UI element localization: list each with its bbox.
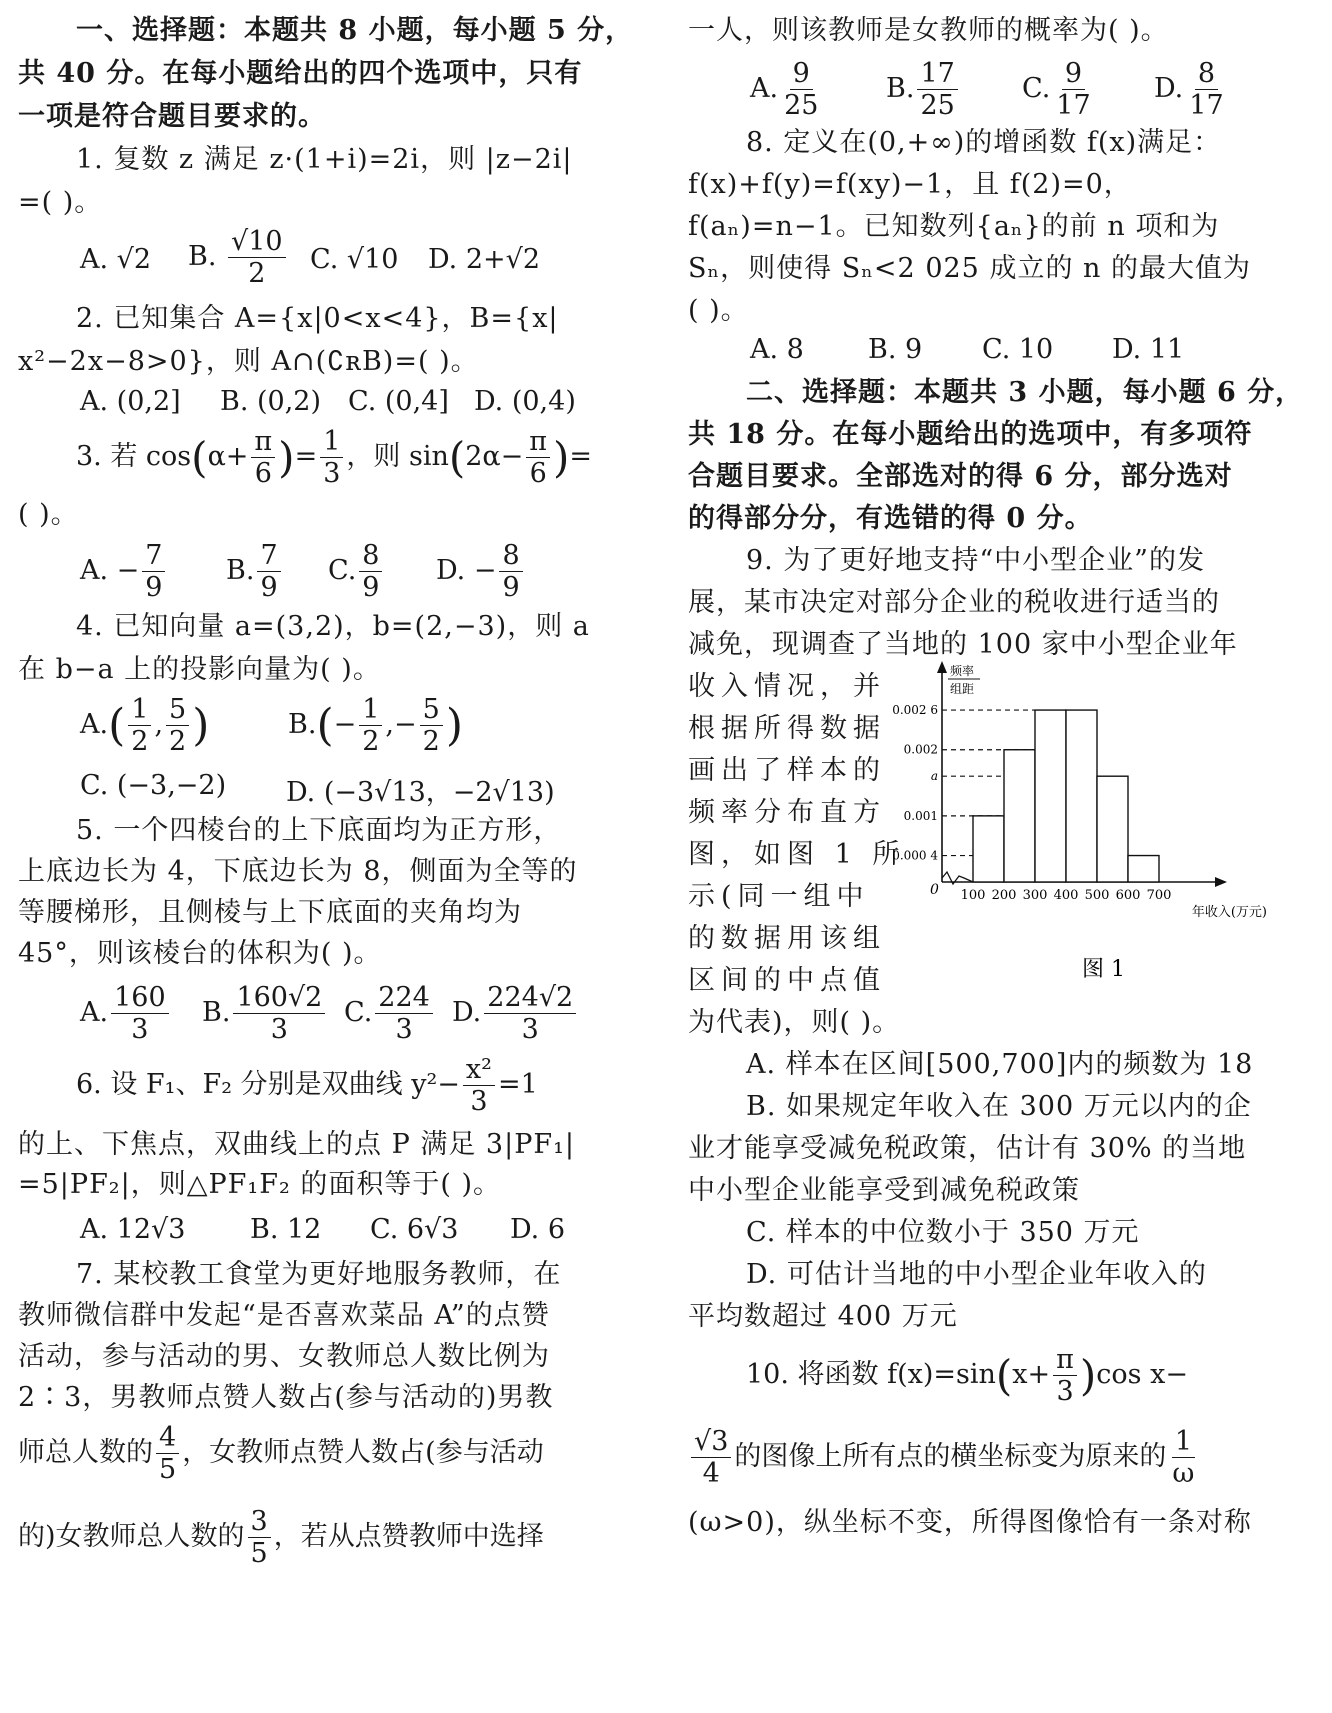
q1-option-c: C. √10 [310,244,399,275]
q2-option-b: B. (0,2) [220,386,322,417]
histogram-bar [1066,710,1097,882]
opt-label: A. [80,997,109,1028]
q9-side-6: 示(同一组中 [688,881,870,912]
q3-option-a [80,542,168,601]
frac-num: 8 [359,542,382,572]
frac-den: 5 [250,1538,268,1569]
paren: ( [316,700,334,751]
q7-stem-5 [18,1424,544,1483]
q5-option-c [344,984,436,1043]
frac-num: 160√2 [233,984,325,1014]
text: cos x− [1096,1359,1188,1390]
frac-num: 224√2 [484,984,576,1014]
frac-den: 5 [159,1454,177,1485]
q3-third [320,428,343,487]
frac-den: 3 [270,1014,288,1045]
frac-num: 1 [128,696,151,726]
q2-stem-cont: x²−2x−8>0}，则 A∩(∁ʀB)=( )。 [18,346,479,377]
frac-den: 3 [131,1014,149,1045]
frac-num: 8 [499,542,522,572]
frac-den: 17 [1056,90,1091,121]
q6-option-c: C. 6√3 [370,1214,459,1245]
q8-option-d: D. 11 [1112,334,1185,365]
q7-stem-1: 7. 某校教工食堂为更好地服务教师，在 [76,1259,562,1290]
frac [1169,1428,1197,1487]
frac-num: 17 [917,60,957,90]
opt-label: C. [344,997,373,1028]
frac-num: π [1053,1346,1077,1376]
q2-option-a: A. (0,2] [80,386,181,417]
q5-stem-1: 5. 一个四棱台的上下底面均为正方形， [76,815,562,846]
histogram-bar [973,816,1004,882]
q3-pi-frac [251,428,275,487]
frac-den: 3 [521,1014,539,1045]
frac-num: 4 [156,1424,179,1454]
frac-num: π [251,428,275,458]
q7-stem-2: 教师微信群中发起“是否喜欢菜品 A”的点赞 [18,1300,550,1331]
q6-option-a: A. 12√3 [80,1214,186,1245]
q7-option-a [750,60,824,119]
frac [484,984,576,1043]
q3-cos: 3. 若 cos [76,441,192,472]
text: 10. 将函数 f(x)=sin [746,1359,996,1390]
frac-num: 1 [359,696,382,726]
q1-option-a: A. √2 [80,244,152,275]
frac [248,1508,271,1567]
frac [463,1056,495,1115]
frac-num: √10 [228,228,286,258]
q7-option-c [1022,60,1097,119]
frac [917,60,957,119]
frac-den: 4 [702,1458,720,1489]
section1-line1: 一、选择题：本题共 8 小题，每小题 5 分， [76,15,634,46]
q8-option-a: A. 8 [750,334,804,365]
frac [166,696,189,755]
q4-option-b: B.(− $\frac{1}{2}$ ,− $\frac{5}{2}$ ) [288,694,463,757]
q2-stem: 2. 已知集合 A={x|0<x<4}，B={x| [76,303,559,334]
frac-den: 3 [470,1086,488,1117]
q6-stem-cont2: =5|PF₂|，则△PF₁F₂ 的面积等于( )。 [18,1169,501,1200]
frac-den: 2 [248,258,266,289]
q9-side-4: 频率分布直方 [688,797,886,828]
q3-sin: ，则 sin [346,441,449,472]
q4-option-a: A.( $\frac{1}{2}$ , $\frac{5}{2}$ ) [80,694,210,757]
q7-stem-cont: 一人，则该教师是女教师的概率为( )。 [688,15,1169,46]
q5-option-a [80,984,172,1043]
frac [359,542,382,601]
q8-stem-5: ( )。 [688,295,749,326]
q10-stem-2 [688,1428,1200,1487]
frac-num: 9 [1062,60,1085,90]
opt-label: D. − [436,555,497,586]
frac-den: 2 [131,726,149,757]
frac-num: 5 [420,696,443,726]
x-tick-label: 700 [1146,888,1172,903]
frac-num: 7 [257,542,280,572]
q10-stem [746,1346,1188,1405]
q2-option-c: C. (0,4] [348,386,449,417]
q9-option-b-cont: 业才能享受减免税政策，估计有 30% 的当地 [688,1133,1247,1164]
opt-label: D. [452,997,482,1028]
frac-den: 2 [422,726,440,757]
q9-side-3: 画出了样本的 [688,755,886,786]
section2-line4: 的得部分分，有选错的得 0 分。 [688,503,1093,534]
frac-num: 160 [111,984,169,1014]
text: 的图像上所有点的横坐标变为原来的 [734,1441,1167,1472]
x-tick-label: 400 [1053,888,1079,903]
q9-stem-3: 减免，现调查了当地的 100 家中小型企业年 [688,629,1238,660]
q6-post: =1 [497,1069,538,1100]
y-tick-label: 0.001 [903,808,938,823]
opt-label: A. [80,709,109,740]
frac [128,696,151,755]
q5-stem-4: 45°，则该棱台的体积为( )。 [18,938,382,969]
q5-stem-2: 上底边长为 4，下底边长为 8，侧面为全等的 [18,856,578,887]
frac [1053,1346,1077,1405]
opt-label: B. [226,555,255,586]
q9-stem-after: 为代表)，则( )。 [688,1007,901,1038]
frac-den: 9 [362,572,380,603]
q7-stem-4: 2∶3，男教师点赞人数占(参与活动的)男教 [18,1382,554,1413]
frac-den: 3 [395,1014,413,1045]
q1-option-b-frac [228,228,286,287]
q7-stem-3: 活动，参与活动的男、女教师总人数比例为 [18,1341,550,1372]
q4-option-d: D. (−3√13，−2√13) [286,777,555,808]
frac [359,696,382,755]
origin-label: 0 [930,882,939,898]
q9-side-5: 图，如图 1 所 [688,839,906,870]
frac [111,984,169,1043]
q1-option-d: D. 2+√2 [428,244,541,275]
frac-num: 1 [1172,1428,1195,1458]
q8-stem-1: 8. 定义在(0,+∞)的增函数 f(x)满足： [746,127,1222,158]
q9-option-d-cont: 平均数超过 400 万元 [688,1301,958,1332]
histogram-bar [1097,776,1128,882]
x-tick-label: 200 [991,888,1017,903]
frac-num: 224 [375,984,433,1014]
frac-den: ω [1172,1458,1195,1489]
paren: ) [278,433,295,482]
x-axis-arrow [1215,877,1227,887]
opt-label: C. [1022,73,1051,104]
y-label-den: 组距 [950,682,975,696]
q9-option-b-cont2: 中小型企业能享受到减免税政策 [688,1175,1080,1206]
q1-stem: 1. 复数 z 满足 z·(1+i)=2i，则 |z−2i| [76,144,573,175]
paren: ) [192,700,210,751]
q7-option-d [1154,60,1230,119]
frac [691,1428,731,1487]
frac-den: 6 [254,458,272,489]
frac [375,984,433,1043]
q1-option-b-label: B. [188,241,217,272]
paren: ) [553,433,570,482]
q3-stem [76,428,592,487]
q9-stem-1: 9. 为了更好地支持“中小型企业”的发 [746,545,1205,576]
paren: ( [995,1351,1013,1400]
section1-line2: 共 40 分。在每小题给出的四个选项中，只有 [18,58,583,89]
q3-option-c [328,542,385,601]
frac-num: 9 [790,60,813,90]
frac-num: x² [463,1056,495,1086]
paren: ( [448,433,466,482]
q7-stem-6 [18,1508,544,1567]
text: 的)女教师总人数的 [18,1521,245,1552]
frac [781,60,821,119]
frac-den: 3 [1056,1376,1074,1407]
frac [1053,60,1093,119]
frac [142,542,165,601]
opt-label: B. [886,73,915,104]
frac-num: 7 [142,542,165,572]
frac-den: 2 [169,726,187,757]
q8-stem-4: Sₙ，则使得 Sₙ<2 025 成立的 n 的最大值为 [688,253,1251,284]
frac-num: 8 [1195,60,1218,90]
q9-option-c: C. 样本的中位数小于 350 万元 [746,1217,1140,1248]
q6-stem-cont: 的上、下焦点，双曲线上的点 P 满足 3|PF₁| [18,1129,576,1160]
frac-num: √3 [691,1428,731,1458]
paren: ) [1079,1351,1097,1400]
frac-den: 3 [323,458,341,489]
q10-stem-3: (ω>0)，纵坐标不变，所得图像恰有一条对称 [688,1507,1252,1538]
text: ，若从点赞教师中选择 [273,1521,544,1552]
histogram-chart [880,660,1294,990]
q8-option-c: C. 10 [982,334,1054,365]
opt-label: D. [1154,73,1184,104]
q3-eq: = [294,441,318,472]
q1-option-b [188,228,289,287]
section1-line3: 一项是符合题目要求的。 [18,101,326,132]
q3-stem-cont: ( )。 [18,499,79,530]
q8-stem-2: f(x)+f(y)=f(xy)−1，且 f(2)=0， [688,169,1132,200]
frac-den: 2 [362,726,380,757]
frac-den: 9 [502,572,520,603]
frac-den: 9 [145,572,163,603]
q8-option-b: B. 9 [868,334,923,365]
q9-stem-2: 展，某市决定对部分企业的税收进行适当的 [688,587,1220,618]
frac [156,1424,179,1483]
q5-option-d [452,984,579,1043]
q3-option-b [226,542,284,601]
paren: ( [191,433,208,482]
section2-line3: 合题目要求。全部选对的得 6 分，部分选对 [688,461,1233,492]
q9-option-d: D. 可估计当地的中小型企业年收入的 [746,1259,1207,1290]
frac-den: 25 [920,90,955,121]
frac [257,542,280,601]
x-tick-label: 600 [1115,888,1141,903]
q5-option-b [202,984,328,1043]
paren: ) [445,700,463,751]
frac-num: 3 [248,1508,271,1538]
x-tick-label: 300 [1022,888,1048,903]
opt-label: B. [202,997,231,1028]
text: 师总人数的 [18,1437,153,1468]
frac-num: 5 [166,696,189,726]
q3-pi-frac-2 [526,428,550,487]
y-tick-label: 0.002 6 [892,703,938,718]
q3-eq-end: = [569,441,593,472]
q9-option-b: B. 如果规定年收入在 300 万元以内的企 [746,1091,1252,1122]
q4-option-c: C. (−3,−2) [80,770,227,801]
q4-stem: 4. 已知向量 a=(3,2)，b=(2,−3)，则 a [76,611,590,642]
q2-option-d: D. (0,4) [474,386,576,417]
x-axis-label: 年收入(万元) [1191,905,1267,920]
frac [420,696,443,755]
q3-2alpha: 2α− [465,441,524,472]
frac-den: 25 [784,90,819,121]
q3-option-d [436,542,526,601]
q9-side-7: 的数据用该组 [688,923,886,954]
opt-label: A. − [80,555,140,586]
x-tick-label: 100 [960,888,986,903]
opt-label: A. [750,73,779,104]
y-tick-label: 0.000 4 [892,848,938,863]
q6-option-b: B. 12 [250,1214,322,1245]
text: ，女教师点赞人数占(参与活动 [182,1437,544,1468]
q4-stem-cont: 在 b−a 上的投影向量为( )。 [18,654,381,685]
frac-den: 9 [260,572,278,603]
text: x+ [1012,1359,1051,1390]
opt-label: B. [288,709,317,740]
section2-line1: 二、选择题：本题共 3 小题，每小题 6 分， [746,377,1304,408]
opt-label: C. [328,555,357,586]
x-tick-label: 500 [1084,888,1110,903]
frac [233,984,325,1043]
y-label-num: 频率 [950,664,975,678]
q6-stem [76,1056,538,1115]
q6-option-d: D. 6 [510,1214,566,1245]
histogram-bar [1128,856,1159,882]
q3-alpha: α+ [207,441,249,472]
q7-option-b [886,60,961,119]
q8-stem-3: f(aₙ)=n−1。已知数列{aₙ}的前 n 项和为 [688,211,1220,242]
histogram-bar [1035,710,1066,882]
frac [1186,60,1226,119]
frac [499,542,522,601]
figure-caption: 图 1 [1082,957,1125,982]
q1-stem-cont: =( )。 [18,187,103,218]
q9-side-2: 根据所得数据 [688,713,886,744]
q6-pre: 6. 设 F₁、F₂ 分别是双曲线 y²− [76,1069,460,1100]
histogram-figure [880,660,1294,990]
q9-side-8: 区间的中点值 [688,965,886,996]
y-tick-label: a [930,769,938,784]
q9-side-1: 收入情况，并 [688,671,886,702]
frac-den: 17 [1189,90,1224,121]
histogram-bar [1004,750,1035,882]
frac-num: π [526,428,550,458]
y-axis-arrow [937,661,947,673]
q9-option-a: A. 样本在区间[500,700]内的频数为 18 [746,1049,1254,1080]
frac-den: 6 [529,458,547,489]
paren: ( [108,700,126,751]
q5-stem-3: 等腰梯形，且侧棱与上下底面的夹角均为 [18,897,522,928]
y-tick-label: 0.002 [903,742,938,757]
section2-line2: 共 18 分。在每小题给出的选项中，有多项符 [688,419,1253,450]
frac-num: 1 [320,428,343,458]
